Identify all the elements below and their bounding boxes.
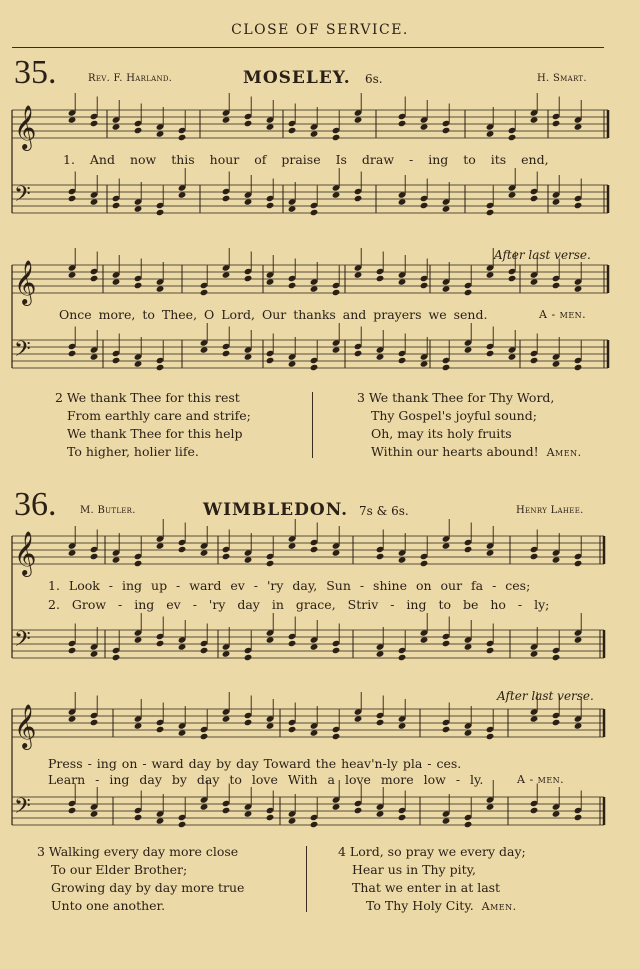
note-head [200,346,209,353]
note-head [442,640,451,647]
note-head [266,722,275,729]
note-head [288,282,297,289]
note-head [376,810,385,817]
note-head [508,275,517,282]
note-head [310,209,319,216]
note-head [90,650,99,657]
note-head [288,726,297,733]
note-head [288,542,297,549]
note-head [376,650,385,657]
meter: 7s & 6s. [359,504,409,518]
verse-line: Growing day by day more true [51,880,245,895]
note-head [156,726,165,733]
lyric-line: Once more, to Thee, O Lord, Our thanks and prayers we send. [59,307,488,322]
hymn-author: Rev. F. Harland. [88,73,173,84]
note-head [200,733,209,740]
verse-line: 2 We thank Thee for this rest [55,390,240,405]
note-head [530,357,539,364]
note-head [552,282,561,289]
note-head [530,116,539,123]
note-head [332,549,341,556]
note-head [464,821,473,828]
note-head [354,350,363,357]
note-head [464,346,473,353]
note-head [508,134,517,141]
note-head [310,643,319,650]
treble-clef: 𝄞 [14,105,37,149]
note-head [178,134,187,141]
note-head [530,715,539,722]
note-head [68,549,77,556]
note-head [552,719,561,726]
note-head [266,357,275,364]
note-head [288,640,297,647]
amen-text: Amen. [546,446,582,459]
bass-clef: 𝄢 [14,627,31,657]
after-last-verse: After last verse. [494,248,591,262]
note-head [244,353,253,360]
note-head [112,202,121,209]
note-head [244,198,253,205]
note-head [420,282,429,289]
note-head [134,814,143,821]
note-head [310,130,319,137]
note-head [310,729,319,736]
verse-line: Thy Gospel's joyful sound; [371,408,537,423]
note-head [486,803,495,810]
note-head [222,350,231,357]
note-head [288,360,297,367]
note-head [508,353,517,360]
note-head [68,807,77,814]
note-head [134,205,143,212]
note-head [332,346,341,353]
note-head [90,275,99,282]
note-head [332,733,341,740]
verse-line: Within our hearts abound! [371,444,539,459]
note-head [310,285,319,292]
note-head [68,647,77,654]
note-head [200,549,209,556]
note-head [574,285,583,292]
note-head [90,719,99,726]
bass-clef: 𝄢 [14,794,31,824]
note-head [530,650,539,657]
note-head [222,195,231,202]
note-head [398,556,407,563]
note-head [552,198,561,205]
note-head [354,116,363,123]
tune-name: MOSELEY. [243,68,351,88]
note-head [332,647,341,654]
note-head [442,364,451,371]
note-head [288,817,297,824]
tune-name: WIMBLEDON. [203,500,349,520]
note-head [420,123,429,130]
treble-clef: 𝄞 [14,260,37,304]
note-head [112,654,121,661]
verse-line: 3 Walking every day more close [37,844,239,859]
verse-line: Unto one another. [51,898,166,913]
verse-line: 4 Lord, so pray we every day; [338,844,526,859]
hymn-number: 35. [14,54,57,91]
hymn-number: 36. [14,486,57,523]
note-head [288,205,297,212]
note-head [222,715,231,722]
note-head [310,364,319,371]
note-head [156,130,165,137]
note-head [112,278,121,285]
note-head [530,807,539,814]
note-head [156,640,165,647]
note-head [68,350,77,357]
note-head [574,560,583,567]
note-head [486,549,495,556]
note-head [354,715,363,722]
note-head [310,821,319,828]
after-last-verse: After last verse. [497,689,594,703]
note-head [266,278,275,285]
note-head [112,556,121,563]
meter: 6s. [365,72,383,86]
amen-text: Amen. [481,900,517,913]
note-head [156,542,165,549]
note-head [574,364,583,371]
note-head [354,271,363,278]
note-head [200,647,209,654]
verse-line: That we enter in at last [352,880,501,895]
note-head [200,289,209,296]
note-head [442,205,451,212]
note-head [486,271,495,278]
note-head [442,726,451,733]
verse-line: To higher, holier life. [67,444,199,459]
note-head [442,285,451,292]
note-head [574,202,583,209]
note-head [112,357,121,364]
hymn-composer: Henry Lahee. [516,505,584,516]
note-head [464,289,473,296]
note-head [574,814,583,821]
note-head [398,278,407,285]
note-head [486,130,495,137]
note-head [178,191,187,198]
note-head [332,289,341,296]
note-head [376,553,385,560]
note-head [486,647,495,654]
note-head [530,195,539,202]
verse-line: Hear us in Thy pity, [352,862,476,877]
note-head [222,807,231,814]
note-head [332,134,341,141]
bass-clef: 𝄢 [14,337,31,367]
treble-clef: 𝄞 [14,704,37,748]
note-head [244,654,253,661]
note-head [134,636,143,643]
note-head [486,209,495,216]
note-head [266,814,275,821]
note-head [574,123,583,130]
note-head [398,120,407,127]
note-head [398,722,407,729]
note-head [244,275,253,282]
verse-line: To Thy Holy City. [366,898,474,913]
note-head [68,715,77,722]
note-head [68,195,77,202]
note-head [134,722,143,729]
note-head [398,814,407,821]
note-head [134,127,143,134]
note-head [376,353,385,360]
note-head [156,364,165,371]
note-head [552,810,561,817]
note-head [266,560,275,567]
note-head [530,278,539,285]
note-head [90,120,99,127]
note-head [112,123,121,130]
amen-lyric: A - men. [539,308,587,321]
note-head [420,360,429,367]
lyric-line: 1. And now this hour of praise Is draw - ing to its end, [63,152,549,167]
note-head [90,198,99,205]
note-head [244,810,253,817]
note-head [244,556,253,563]
note-head [574,722,583,729]
note-head [442,127,451,134]
note-head [156,209,165,216]
running-head: CLOSE OF SERVICE. [231,22,409,38]
note-head [552,556,561,563]
hymn-composer: H. Smart. [537,73,587,84]
note-head [552,360,561,367]
verse-line: From earthly care and strife; [67,408,251,423]
note-head [134,282,143,289]
hymn-author: M. Butler. [80,505,136,516]
note-head [354,195,363,202]
note-head [178,821,187,828]
note-head [178,729,187,736]
note-head [222,553,231,560]
note-head [266,636,275,643]
note-head [552,654,561,661]
note-head [134,360,143,367]
amen-lyric: A - men. [517,773,565,786]
treble-clef: 𝄞 [14,531,37,575]
note-head [464,546,473,553]
note-head [200,803,209,810]
note-head [134,560,143,567]
note-head [68,271,77,278]
note-head [244,719,253,726]
note-head [222,116,231,123]
note-head [332,803,341,810]
note-head [178,643,187,650]
note-head [486,350,495,357]
note-head [354,807,363,814]
note-head [178,546,187,553]
note-head [420,636,429,643]
note-head [464,729,473,736]
note-head [90,810,99,817]
note-head [156,285,165,292]
note-head [310,546,319,553]
note-head [68,116,77,123]
note-head [266,123,275,130]
note-head [266,202,275,209]
note-head [376,275,385,282]
note-head [288,127,297,134]
note-head [420,560,429,567]
note-head [156,817,165,824]
lyric-line: 2. Grow - ing ev - 'ry day in grace, Striv - ing to be ho - ly; [48,597,550,612]
note-head [376,719,385,726]
note-head [398,654,407,661]
note-head [574,636,583,643]
note-head [442,542,451,549]
note-head [552,120,561,127]
verse-line: We thank Thee for this help [67,426,243,441]
note-head [90,353,99,360]
bass-clef: 𝄢 [14,182,31,212]
lyric-line: Learn - ing day by day to love With a love more low - ly. [48,772,484,787]
note-head [442,817,451,824]
note-head [508,191,517,198]
verse-line: To our Elder Brother; [51,862,188,877]
note-head [332,191,341,198]
lyric-line: Press - ing on - ward day by day Toward the heav'n-ly pla - ces. [48,756,462,771]
note-head [530,553,539,560]
note-head [420,202,429,209]
note-head [398,357,407,364]
note-head [398,198,407,205]
note-head [244,120,253,127]
note-head [90,553,99,560]
lyric-line: 1. Look - ing up - ward ev - 'ry day, Sun - shine on our fa - ces; [48,578,531,593]
note-head [222,271,231,278]
note-head [222,650,231,657]
verse-line: 3 We thank Thee for Thy Word, [357,390,555,405]
note-head [486,733,495,740]
verse-line: Oh, may its holy fruits [371,426,512,441]
note-head [464,643,473,650]
